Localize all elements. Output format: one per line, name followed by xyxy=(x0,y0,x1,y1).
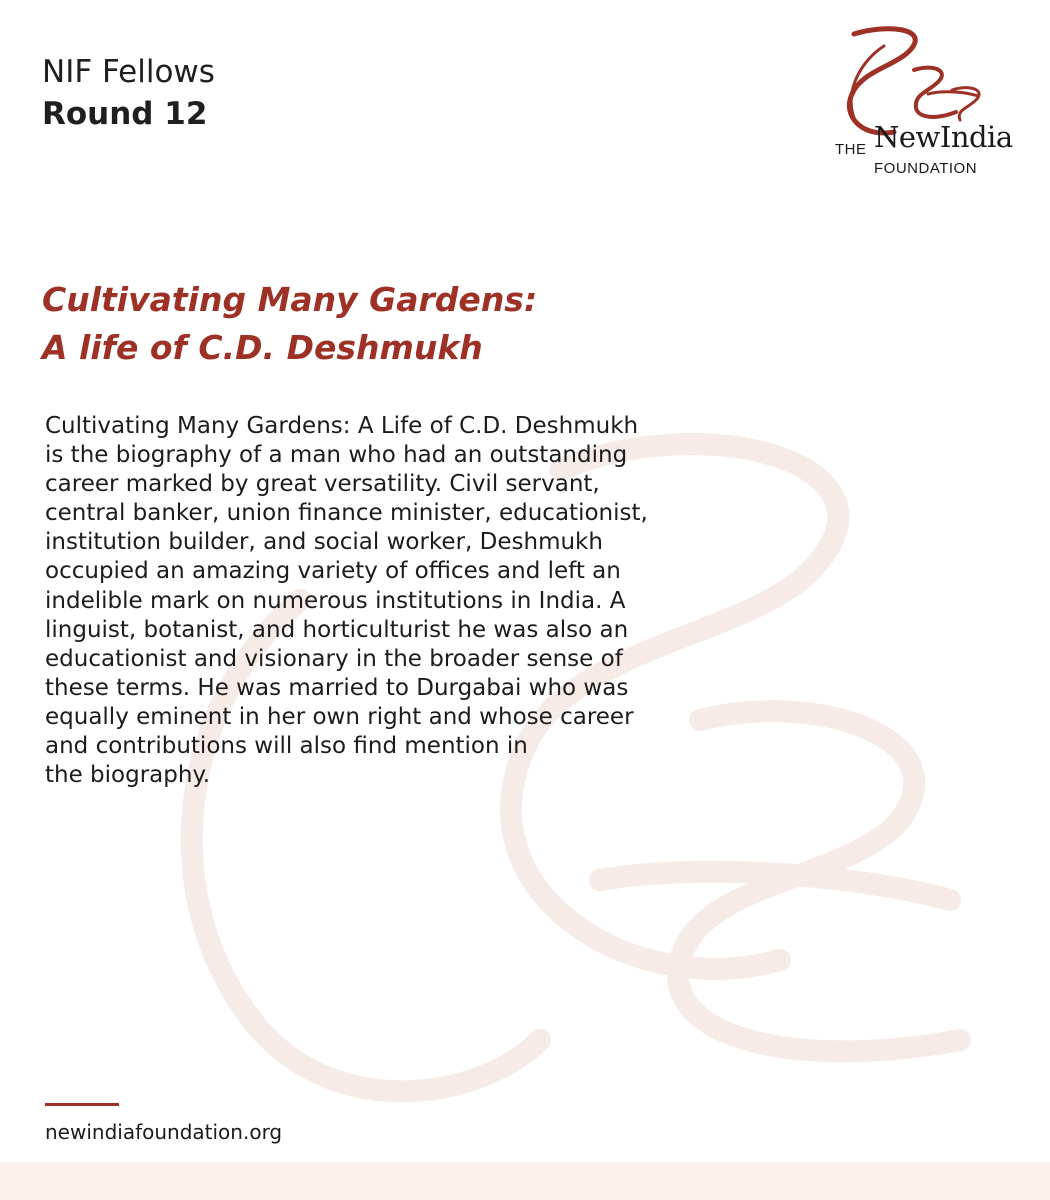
description-paragraph xyxy=(45,412,875,790)
logo-foundation: FOUNDATION xyxy=(874,160,978,177)
title-line-2: A life of C.D. Deshmukh xyxy=(42,328,483,368)
logo-the: THE xyxy=(835,141,867,158)
title-line-1: Cultivating Many Gardens: xyxy=(42,280,538,319)
description-line: institution builder, and social worker, Deshmukh xyxy=(45,529,603,556)
footer-divider xyxy=(45,1103,119,1106)
fellowship-title xyxy=(42,276,842,372)
description-line: indelible mark on numerous institutions in India. A xyxy=(45,587,626,614)
header-round: Round 12 xyxy=(42,96,208,132)
description-line: career marked by great versatility. Civil servant, xyxy=(45,471,600,498)
description-line: central banker, union finance minister, educationist, xyxy=(45,500,648,527)
description-line: these terms. He was married to Durgabai who was xyxy=(45,674,629,701)
description-line: Cultivating Many Gardens: A Life of C.D. Deshmukh xyxy=(45,413,639,439)
description-line: linguist, botanist, and horticulturist he was also an xyxy=(45,616,629,643)
new-india-foundation-logo xyxy=(832,20,1042,185)
logo-name: NewIndia xyxy=(874,120,1013,154)
footer-website-link[interactable]: newindiafoundation.org xyxy=(45,1120,283,1144)
description-line: the biography. xyxy=(45,762,211,789)
footer-band xyxy=(0,1162,1050,1200)
description-line: occupied an amazing variety of offices and left an xyxy=(45,558,621,585)
header-series: NIF Fellows xyxy=(42,54,215,90)
description-line: is the biography of a man who had an outstanding xyxy=(45,442,628,469)
description-line: educationist and visionary in the broader sense of xyxy=(45,645,623,672)
description-line: and contributions will also find mention in xyxy=(45,733,528,760)
description-line: equally eminent in her own right and whose career xyxy=(45,703,634,730)
